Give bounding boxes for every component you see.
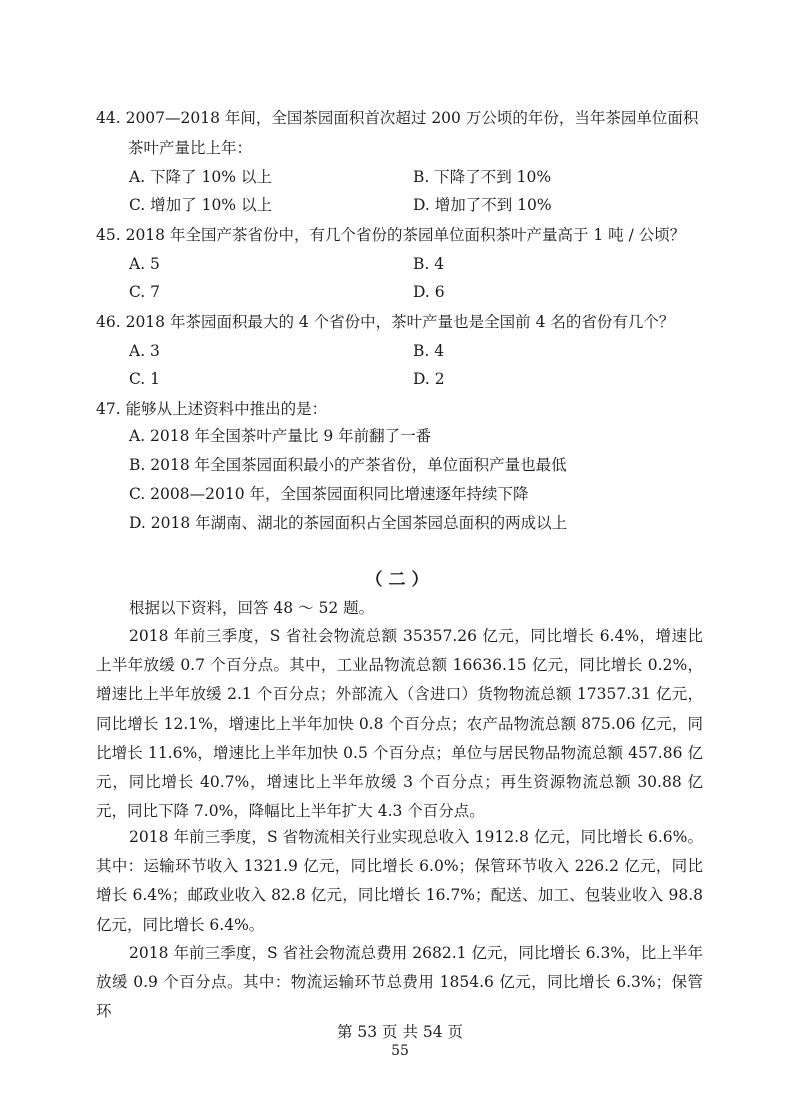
- question-46-option-c[interactable]: C. 1: [129, 370, 161, 388]
- question-45-stem: 45. 2018 年全国产茶省份中，有几个省份的茶园单位面积茶叶产量高于 1 吨 / 公顷？: [96, 226, 686, 244]
- question-47-stem: 47. 能够从上述资料中推出的是：: [96, 400, 328, 418]
- page-info: 第 53 页 共 54 页: [336, 1023, 464, 1041]
- question-44-stem: 44. 2007—2018 年间，全国茶园面积首次超过 200 万公顷的年份，当年茶园单位面积茶叶产量比上年：: [96, 109, 699, 157]
- question-44-option-b[interactable]: B. 下降了不到 10%: [413, 168, 552, 186]
- question-47-option-a[interactable]: A. 2018 年全国茶叶产量比 9 年前翻了一番: [129, 427, 432, 445]
- material-paragraph-3: 2018 年前三季度，S 省社会物流总费用 2682.1 亿元，同比增长 6.3%，比上半年放缓 0.9 个百分点。其中：物流运输环节总费用 1854.6 亿元，同比增长 6.3%；保管环: [96, 944, 703, 1021]
- question-46-option-a[interactable]: A. 3: [129, 342, 160, 360]
- question-45-option-a[interactable]: A. 5: [129, 255, 160, 273]
- question-45-option-c[interactable]: C. 7: [129, 283, 161, 301]
- question-46-option-d[interactable]: D. 2: [413, 370, 445, 388]
- material-paragraph-2: 2018 年前三季度，S 省物流相关行业实现总收入 1912.8 亿元，同比增长 6.6%。其中：运输环节收入 1321.9 亿元，同比增长 6.0%；保管环节收入 226.2 亿元，同比增长 6.4%；邮政业收入 82.8 亿元，同比增长 16.7%；配送、加工、包装业收入 98.8 亿元，同比增长 6.4%。: [96, 828, 703, 934]
- question-45-option-b[interactable]: B. 4: [413, 255, 445, 273]
- question-44-option-d[interactable]: D. 增加了不到 10%: [413, 196, 552, 214]
- question-47-option-d[interactable]: D. 2018 年湖南、湖北的茶园面积占全国茶园总面积的两成以上: [129, 514, 568, 532]
- question-47-option-c[interactable]: C. 2008—2010 年，全国茶园面积同比增速逐年持续下降: [129, 485, 529, 503]
- section-title: （二）: [365, 570, 435, 590]
- question-47-option-b[interactable]: B. 2018 年全国茶园面积最小的产茶省份，单位面积产量也最低: [129, 456, 567, 474]
- question-45-option-d[interactable]: D. 6: [413, 283, 445, 301]
- page-number: 55: [391, 1043, 409, 1059]
- question-46-stem: 46. 2018 年茶园面积最大的 4 个省份中，茶叶产量也是全国前 4 名的省份有几个？: [96, 313, 675, 331]
- question-44-option-a[interactable]: A. 下降了 10% 以上: [129, 168, 272, 186]
- material-paragraph-1: 2018 年前三季度，S 省社会物流总额 35357.26 亿元，同比增长 6.4%，增速比上半年放缓 0.7 个百分点。其中，工业品物流总额 16636.15 亿元，同比增长 0.2%，增速比上半年放缓 2.1 个百分点；外部流入（含进口）货物物流总额 17357.31 亿元，同比增长 12.1%，增速比上半年加快 0.8 个百分点；农产品物流总额 875.06 亿元，同比增长 11.6%，增速比上半年加快 0.5 个百分点；单位与居民物品物流总额 457.86 亿元，同比增长 40.7%，增速比上半年放缓 3 个百分点；再生资源物流总额 30.88 亿元，同比下降 7.0%，降幅比上半年扩大 4.3 个百分点。: [96, 627, 703, 821]
- section-intro: 根据以下资料，回答 48 ～ 52 题。: [129, 599, 375, 617]
- question-46-option-b[interactable]: B. 4: [413, 342, 445, 360]
- question-44-option-c[interactable]: C. 增加了 10% 以上: [129, 196, 272, 214]
